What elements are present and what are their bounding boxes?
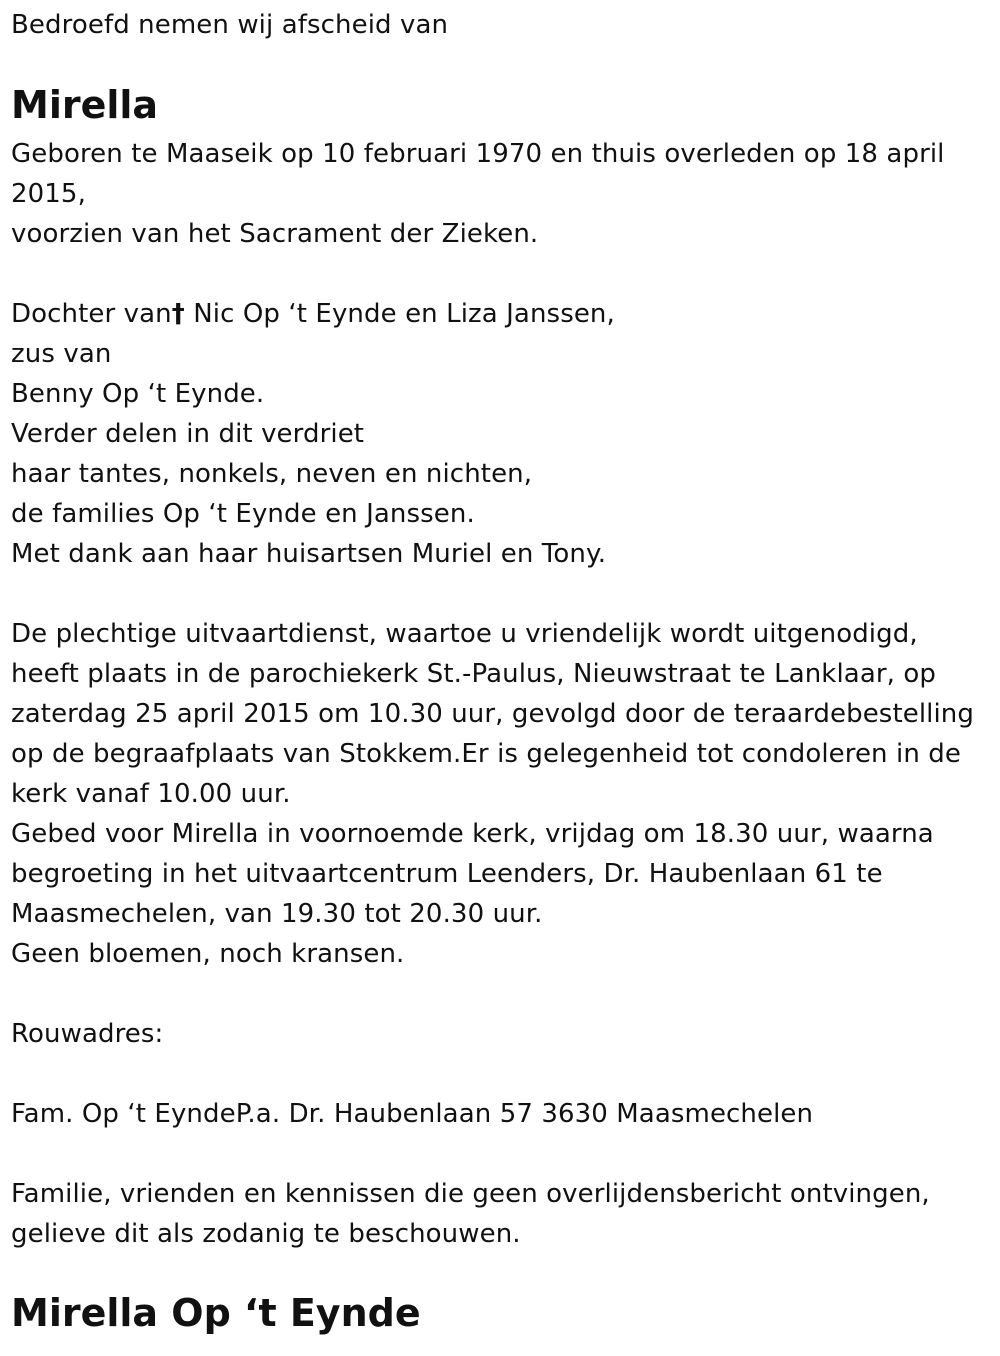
service-line: zaterdag 25 april 2015 om 10.30 uur, gevolgd door de teraardebestelling [11, 699, 974, 729]
cross-icon: † [171, 299, 185, 329]
service-line: De plechtige uitvaartdienst, waartoe u vriendelijk wordt uitgenodigd, [11, 619, 918, 649]
closing-paragraph [11, 1174, 930, 1254]
closing-line: Familie, vrienden en kennissen die geen overlijdensbericht ontvingen, [11, 1179, 930, 1209]
mourning-address: Fam. Op ‘t EyndeP.a. Dr. Haubenlaan 57 3630 Maasmechelen [11, 1099, 814, 1129]
family-paragraph [11, 294, 615, 574]
family-line: haar tantes, nonkels, neven en nichten, [11, 459, 533, 489]
full-name-heading: Mirella Op ‘t Eynde [11, 1291, 421, 1335]
parents-names: Nic Op ‘t Eynde en Liza Janssen, [184, 299, 615, 329]
service-line: Geen bloemen, noch kransen. [11, 939, 405, 969]
intro-text: Bedroefd nemen wij afscheid van [11, 10, 449, 40]
family-line: zus van [11, 339, 112, 369]
address-label-block [11, 1014, 163, 1054]
family-line: de families Op ‘t Eynde en Janssen. [11, 499, 475, 529]
family-line: Met dank aan haar huisartsen Muriel en Tony. [11, 539, 607, 569]
service-line: Maasmechelen, van 19.30 tot 20.30 uur. [11, 899, 543, 929]
address-label: Rouwadres: [11, 1019, 164, 1049]
service-line: begroeting in het uitvaartcentrum Leenders, Dr. Haubenlaan 61 te [11, 859, 883, 889]
birth-line: voorzien van het Sacrament der Zieken. [11, 219, 539, 249]
service-line: op de begraafplaats van Stokkem.Er is gelegenheid tot condoleren in de [11, 739, 961, 769]
first-name-heading: Mirella [11, 83, 159, 127]
service-line: heeft plaats in de parochiekerk St.-Paulus, Nieuwstraat te Lanklaar, op [11, 659, 936, 689]
service-paragraph [11, 614, 974, 974]
closing-line: gelieve dit als zodanig te beschouwen. [11, 1219, 521, 1249]
address-block [11, 1094, 813, 1134]
birth-paragraph [11, 134, 945, 254]
family-line: Verder delen in dit verdriet [11, 419, 365, 449]
daughter-prefix: Dochter van [11, 299, 172, 329]
service-line: kerk vanaf 10.00 uur. [11, 779, 291, 809]
birth-line: 2015, [11, 179, 86, 209]
service-line: Gebed voor Mirella in voornoemde kerk, vrijdag om 18.30 uur, waarna [11, 819, 934, 849]
family-line: Benny Op ‘t Eynde. [11, 379, 265, 409]
daughter-line [11, 294, 615, 334]
birth-line: Geboren te Maaseik op 10 februari 1970 en thuis overleden op 18 april [11, 139, 945, 169]
